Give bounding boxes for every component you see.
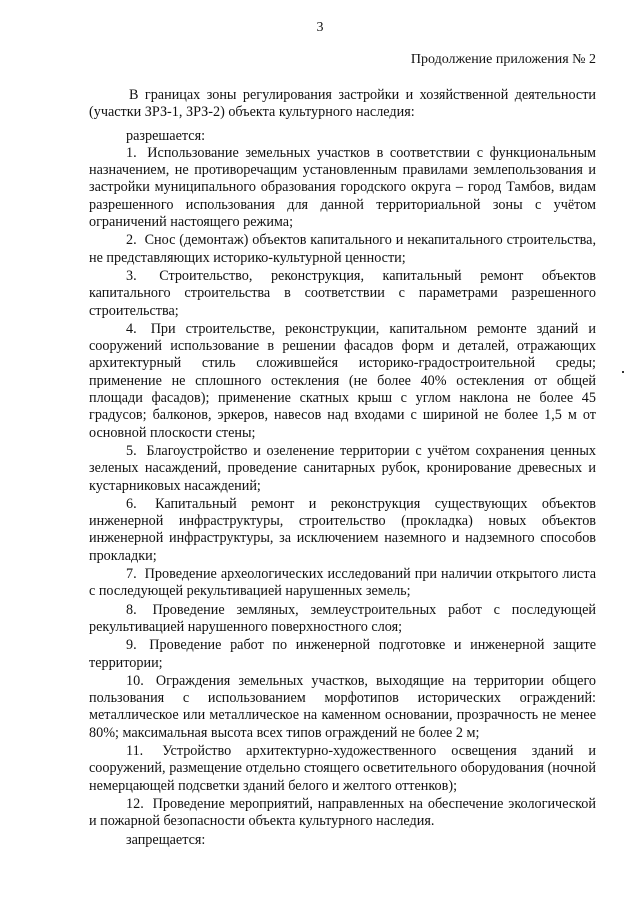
list-item-number: 7. — [126, 566, 137, 583]
permitted-label: разрешается: — [126, 127, 206, 144]
list-item-text: Ограждения земельных участков, выходящие на территории общего пользования с использованием морфотипов исторических ограждений: металлическое или металлическое на каменном основании, прозрачность не менее 80%; максимальная высота всех типов ограждений не более 2 м; — [89, 672, 597, 741]
list-item-number: 8. — [126, 601, 137, 618]
list-item-number: 12. — [126, 795, 144, 812]
list-item-text: Снос (демонтаж) объектов капитального и некапитального строительства, не представляющих историко-культурной ценности; — [89, 232, 597, 266]
permitted-list — [89, 145, 596, 831]
margin-mark — [622, 371, 624, 373]
list-item — [89, 232, 596, 267]
list-item-text: Использование земельных участков в соответствии с функциональным назначением, не противоречащим установленным правилами землепользования и застройки муниципального образования городского округа – город Тамбов, видам разрешенного использования для данной территориальной зоны с учётом ограничений настоящего режима; — [89, 144, 597, 231]
list-item-text: Проведение работ по инженерной подготовке и инженерной защите территории; — [89, 637, 597, 671]
prohibited-label: запрещается: — [126, 832, 206, 849]
list-item-number: 2. — [126, 232, 137, 249]
list-item-text: Устройство архитектурно-художественного освещения зданий и сооружений, размещение отдельно стоящего осветительного оборудования (ночной немерцающей подсветки зданий белого и желтого оттенков); — [89, 742, 597, 794]
list-item-number: 10. — [126, 672, 144, 689]
list-item-number: 3. — [126, 267, 137, 284]
list-item-number: 4. — [126, 320, 137, 337]
intro-paragraph: В границах зоны регулирования застройки и хозяйственной деятельности (участки ЗРЗ-1, ЗРЗ-2) объекта культурного наследия: — [89, 87, 596, 121]
list-item-text: Проведение мероприятий, направленных на обеспечение экологической и пожарной безопасности объекта культурного наследия. — [89, 795, 596, 830]
list-item-number: 6. — [126, 495, 137, 512]
list-item — [89, 145, 596, 231]
appendix-note: Продолжение приложения № 2 — [410, 52, 596, 67]
list-item — [89, 743, 596, 795]
list-item-number: 5. — [126, 442, 137, 459]
list-item-text: Капитальный ремонт и реконструкция существующих объектов инженерной инфраструктуры, строительство (прокладка) новых объектов инженерной инфраструктуры, за исключением наземного и надземного способов прокладки; — [89, 495, 597, 564]
list-item — [89, 566, 596, 601]
list-item-text: Строительство, реконструкция, капитальный ремонт объектов капитального строительства в соответствии с параметрами разрешенного строительства; — [89, 267, 597, 319]
list-item — [89, 496, 596, 565]
list-item-number: 11. — [126, 742, 144, 759]
list-item-text: Благоустройство и озеленение территории с учётом сохранения ценных зеленых насаждений, проведение санитарных рубок, кронирование древесных и кустарниковых насаждений; — [89, 442, 596, 494]
list-item — [89, 268, 596, 320]
list-item — [89, 637, 596, 672]
list-item-text: Проведение земляных, землеустроительных работ с последующей рекультивацией нарушенного поверхностного слоя; — [89, 601, 596, 635]
list-item-number: 9. — [126, 637, 137, 654]
list-item-number: 1. — [126, 144, 137, 161]
list-item — [89, 673, 596, 742]
list-item — [89, 602, 596, 637]
list-item — [89, 796, 596, 831]
page-number: 3 — [316, 20, 324, 35]
list-item — [89, 321, 596, 442]
list-item-text: При строительстве, реконструкции, капитальном ремонте зданий и сооружений использование в решении фасадов форм и деталей, отражающих архитектурный стиль сложившейся историко-градостроительной среды; применение не сплошного остекления (не более 40% остекления от общей площади фасадов); применение скатных крыш с углом наклона не более 45 градусов; балконов, эркеров, навесов над входами с шириной не более 1,5 м от основной плоскости стены; — [89, 320, 596, 441]
list-item-text: Проведение археологических исследований при наличии открытого листа с последующей рекультивацией нарушенных земель; — [89, 566, 597, 600]
list-item — [89, 443, 596, 495]
document-body — [89, 87, 596, 850]
